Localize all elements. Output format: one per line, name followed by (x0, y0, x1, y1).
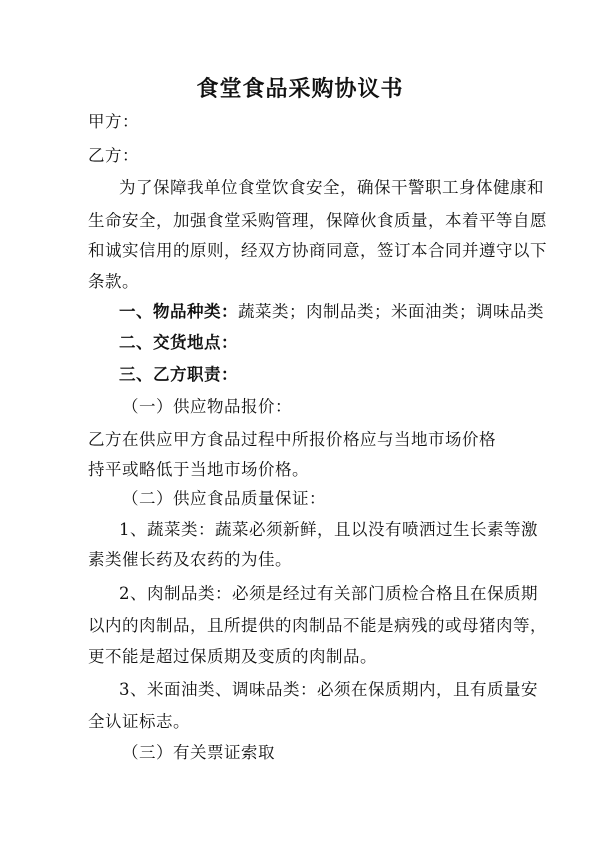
item-2-line-2: 以内的肉制品，且所提供的肉制品不能是病残的或母猪肉等， (88, 616, 547, 635)
section-1-heading: 一、物品种类： (119, 302, 238, 321)
section-3-heading: 三、乙方职责： (119, 365, 238, 384)
intro-line-4: 条款。 (88, 272, 139, 291)
intro-line-1: 为了保障我单位食堂饮食安全，确保干警职工身体健康和 (119, 178, 544, 197)
sub-1-line-2: 持平或略低于当地市场价格。 (88, 460, 309, 479)
party-b-label: 乙方： (88, 146, 139, 165)
sub-1-line-1: 乙方在供应甲方食品过程中所报价格应与当地市场价格 (88, 430, 496, 449)
item-3-line-1: 3、米面油类、调味品类：必须在保质期内，且有质量安 (119, 680, 538, 699)
item-2-line-1: 2、肉制品类：必须是经过有关部门质检合格且在保质期 (119, 584, 538, 603)
intro-line-2: 生命安全，加强食堂采购管理，保障伙食质量，本着平等自愿 (88, 211, 547, 230)
sub-1-heading: （一）供应物品报价： (122, 397, 292, 416)
party-a-label: 甲方： (88, 112, 139, 131)
item-1-line-1: 1、蔬菜类：蔬菜必须新鲜，且以没有喷洒过生长素等激 (119, 520, 538, 539)
section-1-text: 蔬菜类；肉制品类；米面油类；调味品类 (238, 302, 544, 321)
sub-3-heading: （三）有关票证索取 (122, 743, 275, 762)
item-3-line-2: 全认证标志。 (88, 712, 190, 731)
intro-line-3: 和诚实信用的原则，经双方协商同意，签订本合同并遵守以下 (88, 241, 547, 260)
sub-2-heading: （二）供应食品质量保证： (122, 489, 326, 508)
section-2-heading: 二、交货地点： (119, 333, 238, 352)
item-1-line-2: 素类催长药及农药的为佳。 (88, 550, 292, 569)
item-2-line-3: 更不能是超过保质期及变质的肉制品。 (88, 647, 377, 666)
document-title: 食堂食品采购协议书 (196, 76, 404, 102)
section-1 (119, 302, 559, 322)
